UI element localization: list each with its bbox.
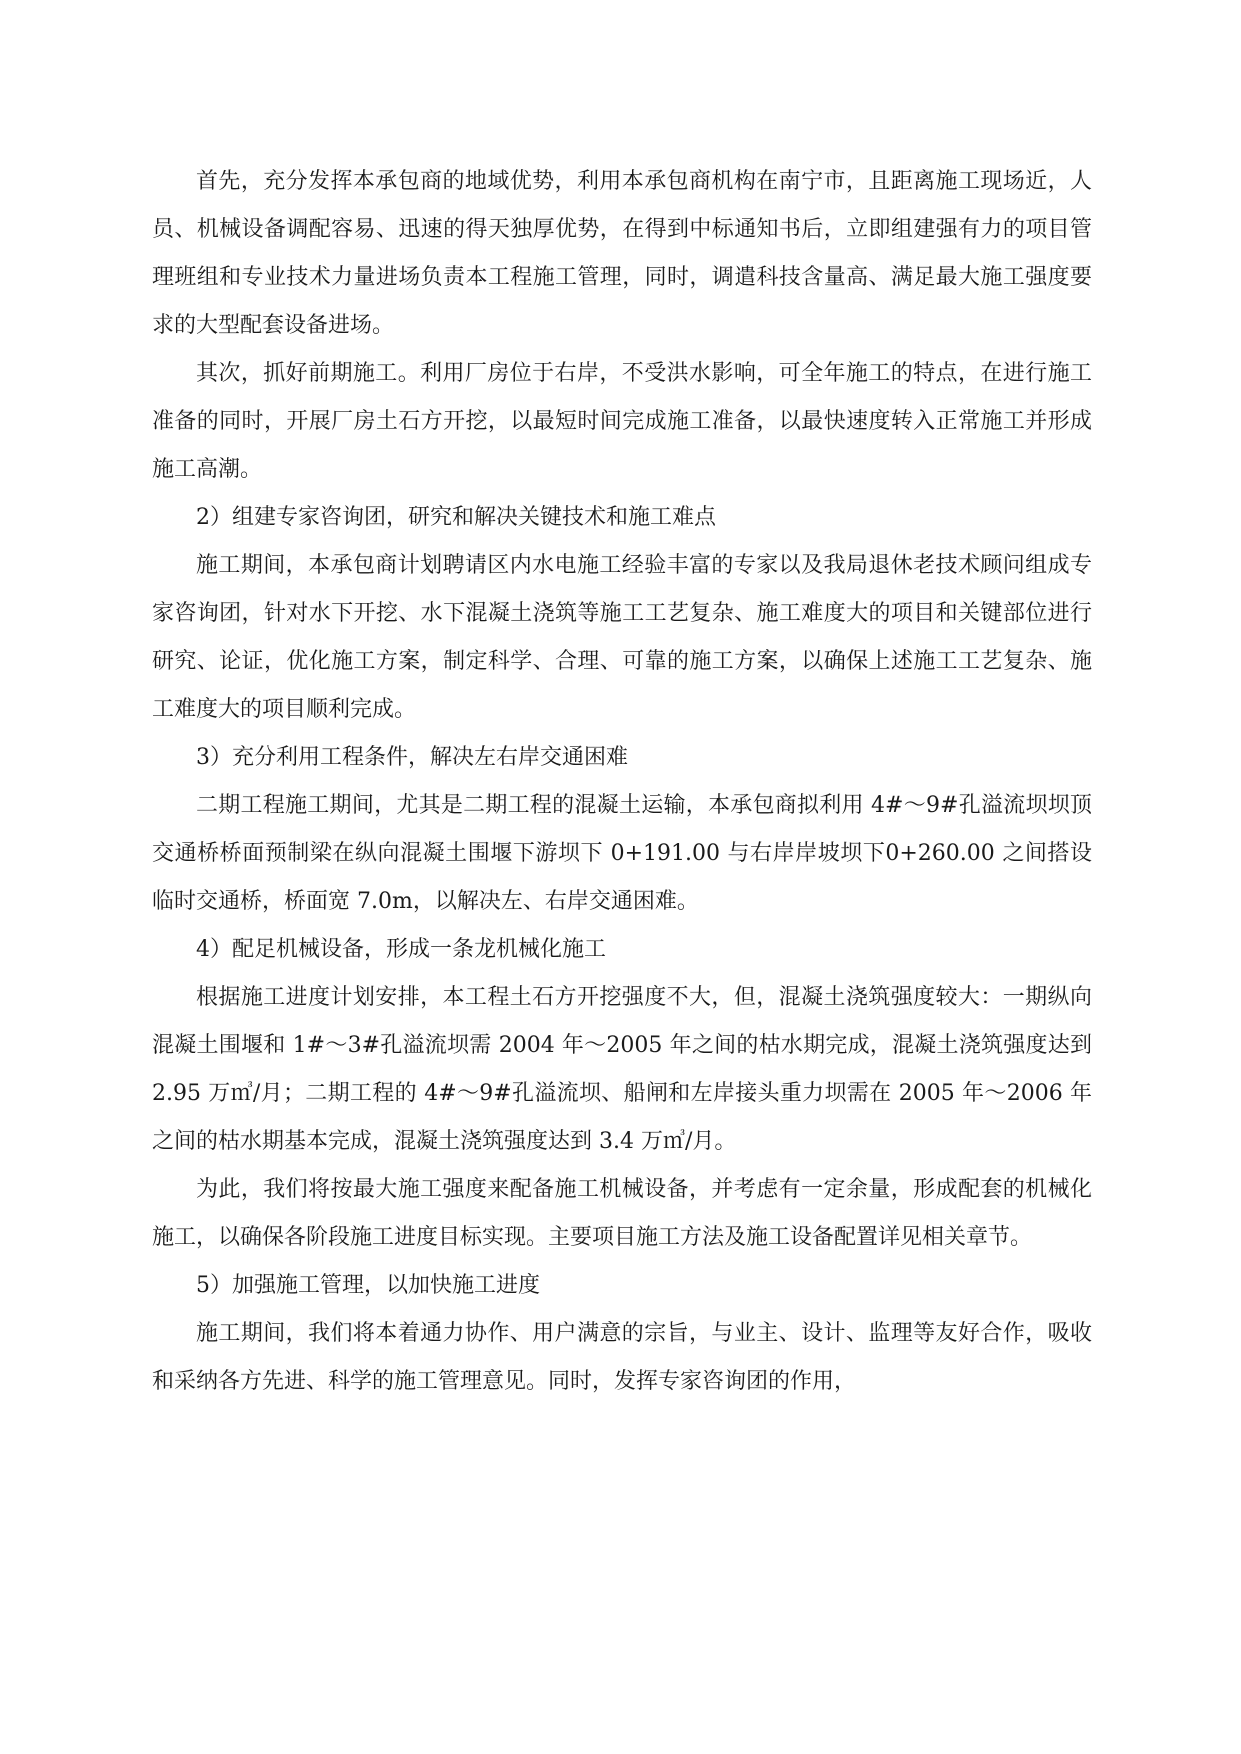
paragraph-early-construction: 其次，抓好前期施工。利用厂房位于右岸，不受洪水影响，可全年施工的特点，在进行施工准备的同时，开展厂房土石方开挖，以最短时间完成施工准备，以最快速度转入正常施工并形成施工高潮。 — [152, 361, 1092, 482]
paragraph-expert-team: 施工期间，本承包商计划聘请区内水电施工经验丰富的专家以及我局退休老技术顾问组成专家咨询团，针对水下开挖、水下混凝土浇筑等施工工艺复杂、施工难度大的项目和关键部位进行研究、论证，优化施工方案，制定科学、合理、可靠的施工方案，以确保上述施工工艺复杂、施工难度大的项目顺利完成。 — [152, 553, 1092, 722]
section-heading-expert-team: 2）组建专家咨询团，研究和解决关键技术和施工难点 — [196, 505, 716, 530]
document-page — [152, 158, 1092, 1406]
paragraph-machinery-schedule: 根据施工进度计划安排，本工程土石方开挖强度不大，但，混凝土浇筑强度较大：一期纵向混凝土围堰和 1#～3#孔溢流坝需 2004 年～2005 年之间的枯水期完成，混凝土浇筑强度达到 2.95 万㎥/月；二期工程的 4#～9#孔溢流坝、船闸和左岸接头重力坝需在 2005 年～2006 年之间的枯水期基本完成，混凝土浇筑强度达到 3.4 万㎥/月。 — [152, 985, 1092, 1154]
section-heading-management: 5）加强施工管理，以加快施工进度 — [196, 1273, 540, 1298]
section-heading-machinery: 4）配足机械设备，形成一条龙机械化施工 — [196, 937, 606, 962]
paragraph-management: 施工期间，我们将本着通力协作、用户满意的宗旨，与业主、设计、监理等友好合作，吸收和采纳各方先进、科学的施工管理意见。同时，发挥专家咨询团的作用， — [152, 1321, 1092, 1394]
paragraph-traffic: 二期工程施工期间，尤其是二期工程的混凝土运输，本承包商拟利用 4#～9#孔溢流坝坝顶交通桥桥面预制梁在纵向混凝土围堰下游坝下 0+191.00 与右岸岸坡坝下0+260.00 之间搭设临时交通桥，桥面宽 7.0m，以解决左、右岸交通困难。 — [152, 793, 1092, 914]
paragraph-regional-advantage: 首先，充分发挥本承包商的地域优势，利用本承包商机构在南宁市，且距离施工现场近，人员、机械设备调配容易、迅速的得天独厚优势，在得到中标通知书后，立即组建强有力的项目管理班组和专业技术力量进场负责本工程施工管理，同时，调遣科技含量高、满足最大施工强度要求的大型配套设备进场。 — [152, 169, 1092, 338]
section-heading-traffic: 3）充分利用工程条件，解决左右岸交通困难 — [196, 745, 628, 770]
paragraph-machinery-config: 为此，我们将按最大施工强度来配备施工机械设备，并考虑有一定余量，形成配套的机械化施工，以确保各阶段施工进度目标实现。主要项目施工方法及施工设备配置详见相关章节。 — [152, 1177, 1092, 1250]
